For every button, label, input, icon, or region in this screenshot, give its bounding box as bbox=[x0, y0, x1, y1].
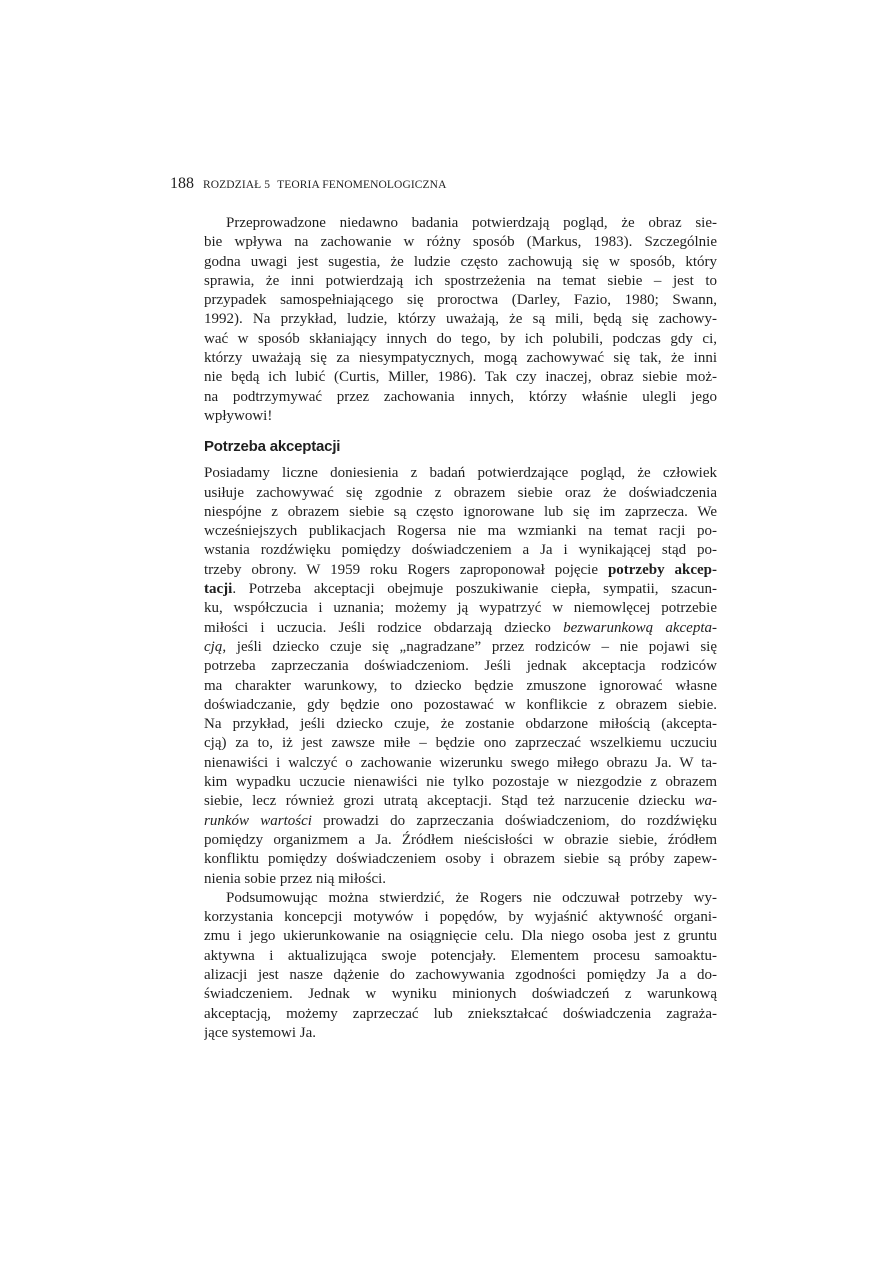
emphasis: cją bbox=[204, 638, 223, 655]
running-title bbox=[203, 179, 446, 191]
text-line: pomiędzy organizmem a Ja. Źródłem nieścisłości w obrazie siebie, źródłem bbox=[204, 831, 717, 848]
text-line bbox=[204, 792, 717, 811]
text-run: prowadzi do zaprzeczania doświadczeniom, do rozdźwięku bbox=[311, 812, 717, 829]
text-line: nie będą ich lubić (Curtis, Miller, 1986). Tak czy inaczej, obraz siebie moż- bbox=[204, 369, 717, 386]
text-line: aktywna i aktualizująca swoje potencjały. Elementem procesu samoaktu- bbox=[204, 947, 717, 964]
text-line: zmu i jego ukierunkowanie na osiągnięcie celu. Dla niego osoba jest z gruntu bbox=[204, 928, 717, 945]
text-run: trzeby obrony. W 1959 roku Rogers zaproponował pojęcie bbox=[204, 561, 608, 578]
text-line: ku, współczucia i uznania; możemy ją wypatrzyć w niemowlęcej potrzebie bbox=[204, 600, 717, 617]
text-line: sprawia, że inni potwierdzają ich spostrzeżenia na temat siebie – jest to bbox=[204, 272, 717, 289]
text-line: wcześniejszych publikacjach Rogersa nie ma wzmianki na temat racji po- bbox=[204, 523, 717, 540]
key-term: potrzeby akcep- bbox=[607, 561, 717, 578]
text-line bbox=[204, 812, 717, 831]
text-line: jące systemowi Ja. bbox=[204, 1024, 317, 1041]
page-number: 188 bbox=[170, 175, 194, 192]
text-line bbox=[204, 619, 717, 638]
text-run: siebie, lecz również grozi utratą akceptacji. Stąd też narzucenie dziecku bbox=[204, 793, 695, 810]
text-line: wpływowi! bbox=[204, 407, 273, 424]
text-line: Podsumowując można stwierdzić, że Rogers nie odczuwał potrzeby wy- bbox=[226, 889, 717, 906]
text-line: godna uwagi jest sugestia, że ludzie często zachowują się w sposób, który bbox=[204, 253, 717, 270]
emphasis: wa- bbox=[694, 793, 717, 810]
text-line: niespójne z obrazem siebie są często ignorowane lub się im zaprzecza. We bbox=[204, 503, 717, 520]
text-line: na podtrzymywać przez zachowania innych, którzy właśnie ulegli jego bbox=[204, 388, 717, 405]
text-run: , jeśli dziecko czuje się „nagradzane” przez rodziców – nie pojawi się bbox=[222, 638, 717, 655]
text-line: usiłuje zachowywać się zgodnie z obrazem siebie oraz że doświadczenia bbox=[204, 484, 717, 501]
text-line: 1992). Na przykład, ludzie, którzy uważają, że są mili, będą się zachowy- bbox=[204, 311, 717, 328]
text-line bbox=[204, 561, 717, 580]
text-line: przypadek samospełniającego się proroctwa (Darley, Fazio, 1980; Swann, bbox=[204, 292, 717, 309]
text-line: nienawiści i walczyć o zachowanie wizerunku swego miłego obrazu Ja. W ta- bbox=[204, 754, 717, 771]
text-line bbox=[204, 638, 717, 657]
text-line: Na przykład, jeśli dziecko czuje, że zostanie obdarzone miłością (akcepta- bbox=[204, 716, 717, 733]
section-heading: Potrzeba akceptacji bbox=[204, 438, 341, 456]
chapter-label: ROZDZIAŁ 5 bbox=[203, 179, 271, 191]
page-body bbox=[204, 214, 717, 1043]
text-line: Przeprowadzone niedawno badania potwierdzają pogląd, że obraz sie- bbox=[226, 215, 717, 231]
text-line: konfliktu pomiędzy doświadczeniem osoby i obrazem siebie są próby zapew- bbox=[204, 851, 717, 868]
text-line: alizacji jest nasze dążenie do zachowywania zgodności pomiędzy Ja a do- bbox=[204, 966, 717, 983]
text-line: akceptacją, możemy zaprzeczać lub zniekształcać doświadczenia zagraża- bbox=[204, 1005, 717, 1022]
text-line: korzystania koncepcji motywów i popędów, by wyjaśnić aktywność organi- bbox=[204, 909, 717, 926]
text-line: ma charakter warunkowy, to dziecko będzie zmuszone ignorować własne bbox=[204, 677, 717, 694]
text-line: bie wpływa na zachowanie w różny sposób (Markus, 1983). Szczególnie bbox=[204, 234, 717, 251]
running-head bbox=[170, 175, 730, 197]
text-line: wać w sposób skłaniający innych do tego, by ich polubili, podczas gdy ci, bbox=[204, 330, 717, 347]
key-term: tacji bbox=[204, 581, 233, 598]
text-line: którzy uważają się za niesympatycznych, mogą zachowywać się tak, że inni bbox=[204, 350, 717, 367]
text-line: nienia sobie przez nią miłości. bbox=[204, 870, 387, 887]
paragraph-summary bbox=[204, 889, 717, 1043]
text-line: cją) za to, iż jest zawsze miłe – będzie ono zaprzeczać wszelkiemu uczuciu bbox=[204, 735, 717, 752]
paragraph-need-acceptance bbox=[204, 464, 717, 889]
text-line bbox=[204, 580, 717, 599]
text-run: miłości i uczucia. Jeśli rodzice obdarzają dziecko bbox=[204, 619, 564, 636]
text-line: Posiadamy liczne doniesienia z badań potwierdzające pogląd, że człowiek bbox=[204, 465, 717, 482]
emphasis: runków wartości bbox=[204, 812, 312, 829]
text-line: kim wypadku uczucie nienawiści nie tylko pozostaje w niezgodzie z obrazem bbox=[204, 774, 717, 791]
text-run: . Potrzeba akceptacji obejmuje poszukiwanie ciepła, sympatii, szacun- bbox=[232, 581, 717, 598]
text-line: potrzeba zaprzeczania doświadczeniom. Jeśli jednak akceptacja rodziców bbox=[204, 658, 717, 675]
chapter-title: TEORIA FENOMENOLOGICZNA bbox=[277, 179, 447, 191]
text-line: świadczeniem. Jednak w wyniku minionych doświadczeń z warunkową bbox=[204, 986, 717, 1003]
text-line: wstania rozdźwięku pomiędzy doświadczeniem a Ja i wynikającej stąd po- bbox=[204, 542, 717, 559]
emphasis: bezwarunkową akcepta- bbox=[563, 619, 717, 636]
paragraph-self-image bbox=[204, 214, 717, 426]
text-line: doświadczanie, gdy będzie ono pozostawać w konflikcie z obrazem siebie. bbox=[204, 696, 717, 713]
